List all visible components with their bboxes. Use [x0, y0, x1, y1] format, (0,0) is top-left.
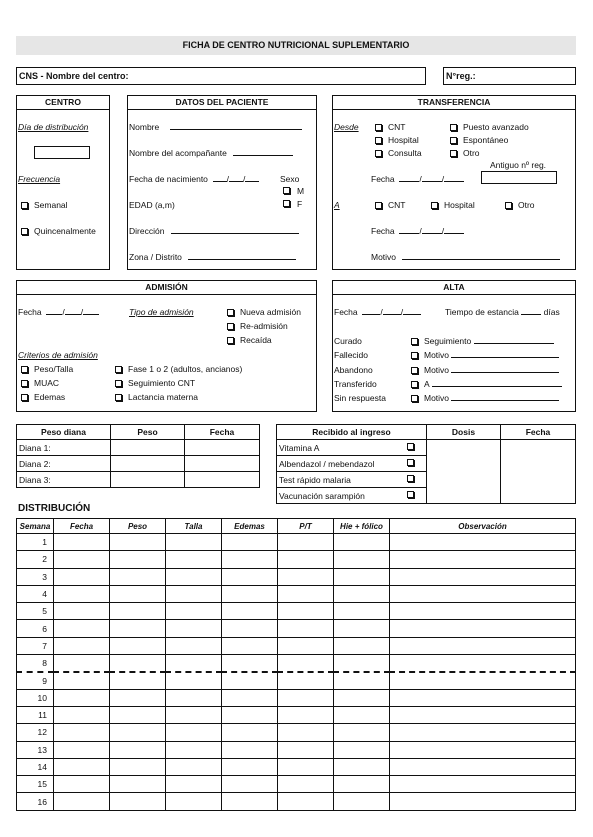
- table-row: [17, 603, 576, 620]
- pt-cell[interactable]: [278, 776, 334, 793]
- a-cnt-option[interactable]: CNT: [375, 200, 405, 210]
- edemas-cell[interactable]: [222, 568, 278, 585]
- readmision-option[interactable]: Re-admisión: [227, 321, 288, 331]
- dia-input[interactable]: [34, 146, 90, 159]
- week-number: 9: [17, 672, 54, 689]
- peso-cell[interactable]: [110, 689, 166, 706]
- seguimiento-cnt-option[interactable]: Seguimiento CNT: [115, 378, 195, 388]
- week-number: 14: [17, 758, 54, 775]
- week-number: 4: [17, 585, 54, 602]
- peso-talla-option[interactable]: Peso/Talla: [21, 364, 73, 374]
- recibido-checkbox[interactable]: [407, 491, 414, 498]
- pt-cell[interactable]: [278, 655, 334, 672]
- observacion-cell[interactable]: [390, 655, 576, 672]
- edemas-cell[interactable]: [222, 655, 278, 672]
- nombre-field[interactable]: Nombre: [129, 122, 302, 132]
- desde-puesto-checkbox[interactable]: [450, 124, 457, 131]
- a-label: A: [334, 200, 340, 210]
- readmision-checkbox[interactable]: [227, 323, 234, 330]
- observacion-cell[interactable]: [390, 741, 576, 758]
- recaida-checkbox[interactable]: [227, 337, 234, 344]
- week-number: 12: [17, 724, 54, 741]
- quincenal-option[interactable]: Quincenalmente: [21, 226, 96, 236]
- pt-cell[interactable]: [278, 741, 334, 758]
- observacion-cell[interactable]: [390, 672, 576, 689]
- talla-cell[interactable]: [166, 741, 222, 758]
- hie-folico-cell[interactable]: [334, 689, 390, 706]
- fecha-cell[interactable]: [54, 793, 110, 810]
- edemas-cell[interactable]: [222, 551, 278, 568]
- hie-folico-cell[interactable]: [334, 793, 390, 810]
- fallecido-option[interactable]: Motivo: [411, 350, 559, 360]
- hie-folico-cell[interactable]: [334, 706, 390, 723]
- sexo-label: Sexo: [280, 174, 300, 184]
- distribucion-title: DISTRIBUCIÓN: [18, 503, 91, 514]
- admision-fecha-field[interactable]: Fecha / /: [18, 307, 99, 317]
- distribucion-header-row: [17, 519, 576, 534]
- col-semana: Semana: [17, 519, 54, 534]
- a-cnt-checkbox[interactable]: [375, 202, 382, 209]
- peso-cell[interactable]: [110, 741, 166, 758]
- sin-respuesta-checkbox[interactable]: [411, 395, 418, 402]
- desde-espontaneo-checkbox[interactable]: [450, 137, 457, 144]
- table-row: [17, 551, 576, 568]
- hie-folico-cell[interactable]: [334, 672, 390, 689]
- peso-cell[interactable]: [110, 776, 166, 793]
- distribucion-table: [16, 518, 576, 811]
- hie-folico-cell[interactable]: [334, 655, 390, 672]
- fecha-cell[interactable]: [54, 672, 110, 689]
- week-number: 3: [17, 568, 54, 585]
- fecha-cell[interactable]: [54, 534, 110, 551]
- reg-label: N°reg.:: [446, 71, 476, 81]
- pt-cell[interactable]: [278, 758, 334, 775]
- edemas-cell[interactable]: [222, 672, 278, 689]
- peso-cell[interactable]: [110, 534, 166, 551]
- fecha-cell[interactable]: [54, 568, 110, 585]
- col-peso: Peso: [110, 519, 166, 534]
- fecha-cell[interactable]: [54, 741, 110, 758]
- fecha-cell[interactable]: [185, 440, 260, 456]
- table-row: [17, 776, 576, 793]
- transfer-fecha2-field[interactable]: Fecha / /: [371, 226, 464, 236]
- hie-folico-cell[interactable]: [334, 551, 390, 568]
- hie-folico-cell[interactable]: [334, 620, 390, 637]
- transferido-label: Transferido: [334, 379, 377, 389]
- desde-consulta-option[interactable]: Consulta: [375, 148, 422, 158]
- diana-label: Diana 2:: [17, 456, 111, 472]
- recibido-checkbox[interactable]: [407, 459, 414, 466]
- pt-cell[interactable]: [278, 534, 334, 551]
- edemas-cell[interactable]: [222, 534, 278, 551]
- talla-cell[interactable]: [166, 534, 222, 551]
- curado-option[interactable]: Seguimiento: [411, 336, 554, 346]
- talla-cell[interactable]: [166, 793, 222, 810]
- dosis-header: Dosis: [427, 425, 501, 440]
- week-number: 5: [17, 603, 54, 620]
- fecha-cell[interactable]: [54, 551, 110, 568]
- peso-diana-header: Peso diana: [17, 425, 111, 440]
- week-number: 2: [17, 551, 54, 568]
- hie-folico-cell[interactable]: [334, 585, 390, 602]
- edemas-cell[interactable]: [222, 620, 278, 637]
- fallecido-label: Fallecido: [334, 350, 369, 360]
- observacion-cell[interactable]: [390, 706, 576, 723]
- week-number: 15: [17, 776, 54, 793]
- peso-cell[interactable]: [110, 551, 166, 568]
- transfer-fecha-field[interactable]: Fecha / /: [371, 174, 464, 184]
- desde-label: Desde: [334, 122, 359, 132]
- peso-cell[interactable]: [110, 585, 166, 602]
- edemas-cell[interactable]: [222, 637, 278, 654]
- fecha-cell[interactable]: [185, 456, 260, 472]
- talla-cell[interactable]: [166, 620, 222, 637]
- muac-option[interactable]: MUAC: [21, 378, 59, 388]
- table-row: [17, 620, 576, 637]
- hie-folico-cell[interactable]: [334, 637, 390, 654]
- abandono-checkbox[interactable]: [411, 367, 418, 374]
- desde-espontaneo-option[interactable]: Espontáneo: [450, 135, 508, 145]
- recibido-table: [276, 424, 576, 504]
- recibido-fecha-header: Fecha: [501, 425, 576, 440]
- a-otro-option[interactable]: Otro: [505, 200, 535, 210]
- peso-header: Peso: [111, 425, 185, 440]
- peso-cell[interactable]: [110, 724, 166, 741]
- nueva-admision-option[interactable]: Nueva admisión: [227, 307, 301, 317]
- dosis-cell[interactable]: [427, 440, 501, 504]
- observacion-cell[interactable]: [390, 724, 576, 741]
- cns-name-field[interactable]: [16, 67, 426, 85]
- week-number: 11: [17, 706, 54, 723]
- fecha-cell[interactable]: [185, 472, 260, 488]
- peso-talla-checkbox[interactable]: [21, 366, 28, 373]
- fecha-cell[interactable]: [54, 689, 110, 706]
- fecha-cell[interactable]: [54, 776, 110, 793]
- form-title: FICHA DE CENTRO NUTRICIONAL SUPLEMENTARIO: [182, 40, 410, 50]
- peso-fecha-header: Fecha: [185, 425, 260, 440]
- fecha-cell[interactable]: [54, 724, 110, 741]
- curado-label: Curado: [334, 336, 362, 346]
- zona-field[interactable]: Zona / Distrito: [129, 252, 296, 262]
- fecha-cell[interactable]: [54, 655, 110, 672]
- week-number: 10: [17, 689, 54, 706]
- observacion-cell[interactable]: [390, 534, 576, 551]
- talla-cell[interactable]: [166, 724, 222, 741]
- desde-cnt-option[interactable]: CNT: [375, 122, 405, 132]
- week-number: 13: [17, 741, 54, 758]
- antiguo-label: Antiguo nº reg.: [490, 160, 547, 170]
- week-number: 8: [17, 655, 54, 672]
- recibido-item[interactable]: Vacunación sarampión: [277, 488, 427, 504]
- centro-header: CENTRO: [17, 96, 109, 110]
- table-row: [17, 672, 576, 689]
- desde-otro-option[interactable]: Otro: [450, 148, 480, 158]
- transferencia-section: [332, 95, 576, 270]
- peso-cell[interactable]: [110, 706, 166, 723]
- recibido-item[interactable]: Vitamina A: [277, 440, 427, 456]
- peso-cell[interactable]: [111, 472, 185, 488]
- tipo-admision-label: Tipo de admisión: [129, 307, 194, 317]
- recibido-header: Recibido al ingreso: [277, 425, 427, 440]
- table-row: [17, 689, 576, 706]
- talla-cell[interactable]: [166, 585, 222, 602]
- hie-folico-cell[interactable]: [334, 741, 390, 758]
- frecuencia-label: Frecuencia: [18, 174, 61, 184]
- alta-fecha-field[interactable]: Fecha / /: [334, 307, 421, 317]
- talla-cell[interactable]: [166, 551, 222, 568]
- acompanante-field[interactable]: Nombre del acompañante: [129, 148, 293, 158]
- diana-label: Diana 3:: [17, 472, 111, 488]
- edemas-cell[interactable]: [222, 758, 278, 775]
- col-pt: P/T: [278, 519, 334, 534]
- edemas-cell[interactable]: [222, 689, 278, 706]
- observacion-cell[interactable]: [390, 620, 576, 637]
- paciente-header: DATOS DEL PACIENTE: [128, 96, 316, 110]
- peso-diana-table: [16, 424, 260, 488]
- pt-cell[interactable]: [278, 585, 334, 602]
- col-talla: Talla: [166, 519, 222, 534]
- observacion-cell[interactable]: [390, 637, 576, 654]
- table-row: [17, 456, 260, 472]
- edad-field[interactable]: EDAD (a,m): [129, 200, 175, 210]
- col-edemas: Edemas: [222, 519, 278, 534]
- admision-header: ADMISIÓN: [17, 281, 316, 295]
- table-row: [17, 585, 576, 602]
- edemas-cell[interactable]: [222, 585, 278, 602]
- abandono-label: Abandono: [334, 365, 373, 375]
- fallecido-checkbox[interactable]: [411, 352, 418, 359]
- edemas-cell[interactable]: [222, 776, 278, 793]
- fase-option[interactable]: Fase 1 o 2 (adultos, ancianos): [115, 364, 242, 374]
- lactancia-checkbox[interactable]: [115, 394, 122, 401]
- talla-cell[interactable]: [166, 776, 222, 793]
- edemas-cell[interactable]: [222, 706, 278, 723]
- transfer-motivo-field[interactable]: Motivo: [371, 252, 560, 262]
- observacion-cell[interactable]: [390, 568, 576, 585]
- hie-folico-cell[interactable]: [334, 776, 390, 793]
- edemas-cell[interactable]: [222, 741, 278, 758]
- sexo-f-checkbox[interactable]: [283, 200, 290, 207]
- desde-cnt-checkbox[interactable]: [375, 124, 382, 131]
- fecha-cell[interactable]: [501, 440, 576, 504]
- pt-cell[interactable]: [278, 620, 334, 637]
- seguimiento-cnt-checkbox[interactable]: [115, 380, 122, 387]
- abandono-option[interactable]: Motivo: [411, 365, 559, 375]
- transferido-option[interactable]: A: [411, 379, 562, 389]
- talla-cell[interactable]: [166, 758, 222, 775]
- week-number: 6: [17, 620, 54, 637]
- antiguo-reg-input[interactable]: [481, 171, 557, 184]
- transferencia-header: TRANSFERENCIA: [333, 96, 575, 110]
- pt-cell[interactable]: [278, 672, 334, 689]
- a-otro-checkbox[interactable]: [505, 202, 512, 209]
- edemas-cell[interactable]: [222, 793, 278, 810]
- talla-cell[interactable]: [166, 637, 222, 654]
- peso-cell[interactable]: [110, 637, 166, 654]
- recibido-checkbox[interactable]: [407, 475, 414, 482]
- hie-folico-cell[interactable]: [334, 603, 390, 620]
- pt-cell[interactable]: [278, 568, 334, 585]
- peso-cell[interactable]: [110, 603, 166, 620]
- pt-cell[interactable]: [278, 793, 334, 810]
- centro-section: [16, 95, 110, 270]
- week-number: 1: [17, 534, 54, 551]
- semanal-checkbox[interactable]: [21, 202, 28, 209]
- pt-cell[interactable]: [278, 603, 334, 620]
- col-hie-folico: Hie + fólico: [334, 519, 390, 534]
- semanal-option[interactable]: Semanal: [21, 200, 68, 210]
- hie-folico-cell[interactable]: [334, 568, 390, 585]
- table-row: [17, 534, 576, 551]
- pt-cell[interactable]: [278, 637, 334, 654]
- sin-respuesta-label: Sin respuesta: [334, 393, 386, 403]
- alta-header: ALTA: [333, 281, 575, 295]
- talla-cell[interactable]: [166, 706, 222, 723]
- edemas-cell[interactable]: [222, 603, 278, 620]
- observacion-cell[interactable]: [390, 758, 576, 775]
- title-bar: [16, 36, 576, 55]
- talla-cell[interactable]: [166, 689, 222, 706]
- peso-cell[interactable]: [110, 672, 166, 689]
- observacion-cell[interactable]: [390, 689, 576, 706]
- peso-cell[interactable]: [110, 758, 166, 775]
- table-row: [17, 724, 576, 741]
- paciente-section: [127, 95, 317, 270]
- hie-folico-cell[interactable]: [334, 534, 390, 551]
- week-number: 16: [17, 793, 54, 810]
- col-observacion: Observación: [390, 519, 576, 534]
- peso-cell[interactable]: [110, 620, 166, 637]
- transferido-checkbox[interactable]: [411, 381, 418, 388]
- a-hospital-option[interactable]: Hospital: [431, 200, 475, 210]
- criterios-label: Criterios de admisión: [18, 350, 98, 360]
- observacion-cell[interactable]: [390, 603, 576, 620]
- observacion-cell[interactable]: [390, 585, 576, 602]
- recibido-item[interactable]: Test rápido malaria: [277, 472, 427, 488]
- hie-folico-cell[interactable]: [334, 758, 390, 775]
- talla-cell[interactable]: [166, 603, 222, 620]
- table-row: [17, 568, 576, 585]
- table-row: [17, 793, 576, 810]
- pt-cell[interactable]: [278, 551, 334, 568]
- dia-label: Día de distribución: [18, 122, 89, 132]
- edemas-cell[interactable]: [222, 724, 278, 741]
- nueva-admision-checkbox[interactable]: [227, 309, 234, 316]
- desde-consulta-checkbox[interactable]: [375, 150, 382, 157]
- distribucion-body: [17, 534, 576, 811]
- peso-cell[interactable]: [111, 456, 185, 472]
- cns-label: CNS - Nombre del centro:: [19, 71, 129, 81]
- observacion-cell[interactable]: [390, 776, 576, 793]
- reg-number-field[interactable]: [443, 67, 576, 85]
- alta-section: [332, 280, 576, 412]
- direccion-field[interactable]: Dirección: [129, 226, 299, 236]
- week-number: 7: [17, 637, 54, 654]
- talla-cell[interactable]: [166, 655, 222, 672]
- muac-checkbox[interactable]: [21, 380, 28, 387]
- fecha-cell[interactable]: [54, 706, 110, 723]
- admision-section: [16, 280, 317, 412]
- fecha-cell[interactable]: [54, 603, 110, 620]
- edemas-checkbox[interactable]: [21, 394, 28, 401]
- peso-cell[interactable]: [110, 568, 166, 585]
- peso-cell[interactable]: [111, 440, 185, 456]
- desde-puesto-option[interactable]: Puesto avanzado: [450, 122, 529, 132]
- sexo-f-label: F: [297, 199, 303, 209]
- edemas-option[interactable]: Edemas: [21, 392, 65, 402]
- sin-respuesta-option[interactable]: Motivo: [411, 393, 559, 403]
- col-fecha: Fecha: [54, 519, 110, 534]
- curado-checkbox[interactable]: [411, 338, 418, 345]
- fecha-cell[interactable]: [54, 620, 110, 637]
- table-row: [17, 440, 260, 456]
- peso-cell[interactable]: [110, 793, 166, 810]
- table-row: [17, 472, 260, 488]
- desde-otro-checkbox[interactable]: [450, 150, 457, 157]
- pt-cell[interactable]: [278, 689, 334, 706]
- observacion-cell[interactable]: [390, 793, 576, 810]
- desde-hospital-checkbox[interactable]: [375, 137, 382, 144]
- table-row: [17, 706, 576, 723]
- fecha-cell[interactable]: [54, 585, 110, 602]
- recaida-option[interactable]: Recaída: [227, 335, 272, 345]
- table-row: [277, 440, 576, 456]
- quincenal-checkbox[interactable]: [21, 228, 28, 235]
- sexo-m-label: M: [297, 186, 305, 196]
- table-row: [17, 741, 576, 758]
- observacion-cell[interactable]: [390, 551, 576, 568]
- fecha-cell[interactable]: [54, 637, 110, 654]
- a-hospital-checkbox[interactable]: [431, 202, 438, 209]
- hie-folico-cell[interactable]: [334, 724, 390, 741]
- sexo-m-checkbox[interactable]: [283, 187, 290, 194]
- table-row: [17, 655, 576, 672]
- tiempo-estancia-field[interactable]: Tiempo de estancia días: [445, 307, 560, 317]
- fecha-nac-field[interactable]: Fecha de nacimiento / /: [129, 174, 259, 184]
- diana-label: Diana 1:: [17, 440, 111, 456]
- fecha-cell[interactable]: [54, 758, 110, 775]
- talla-cell[interactable]: [166, 568, 222, 585]
- recibido-item[interactable]: Albendazol / mebendazol: [277, 456, 427, 472]
- pt-cell[interactable]: [278, 706, 334, 723]
- fase-checkbox[interactable]: [115, 366, 122, 373]
- table-row: [17, 637, 576, 654]
- table-row: [17, 758, 576, 775]
- desde-hospital-option[interactable]: Hospital: [375, 135, 419, 145]
- recibido-checkbox[interactable]: [407, 443, 414, 450]
- peso-cell[interactable]: [110, 655, 166, 672]
- pt-cell[interactable]: [278, 724, 334, 741]
- lactancia-option[interactable]: Lactancia materna: [115, 392, 198, 402]
- talla-cell[interactable]: [166, 672, 222, 689]
